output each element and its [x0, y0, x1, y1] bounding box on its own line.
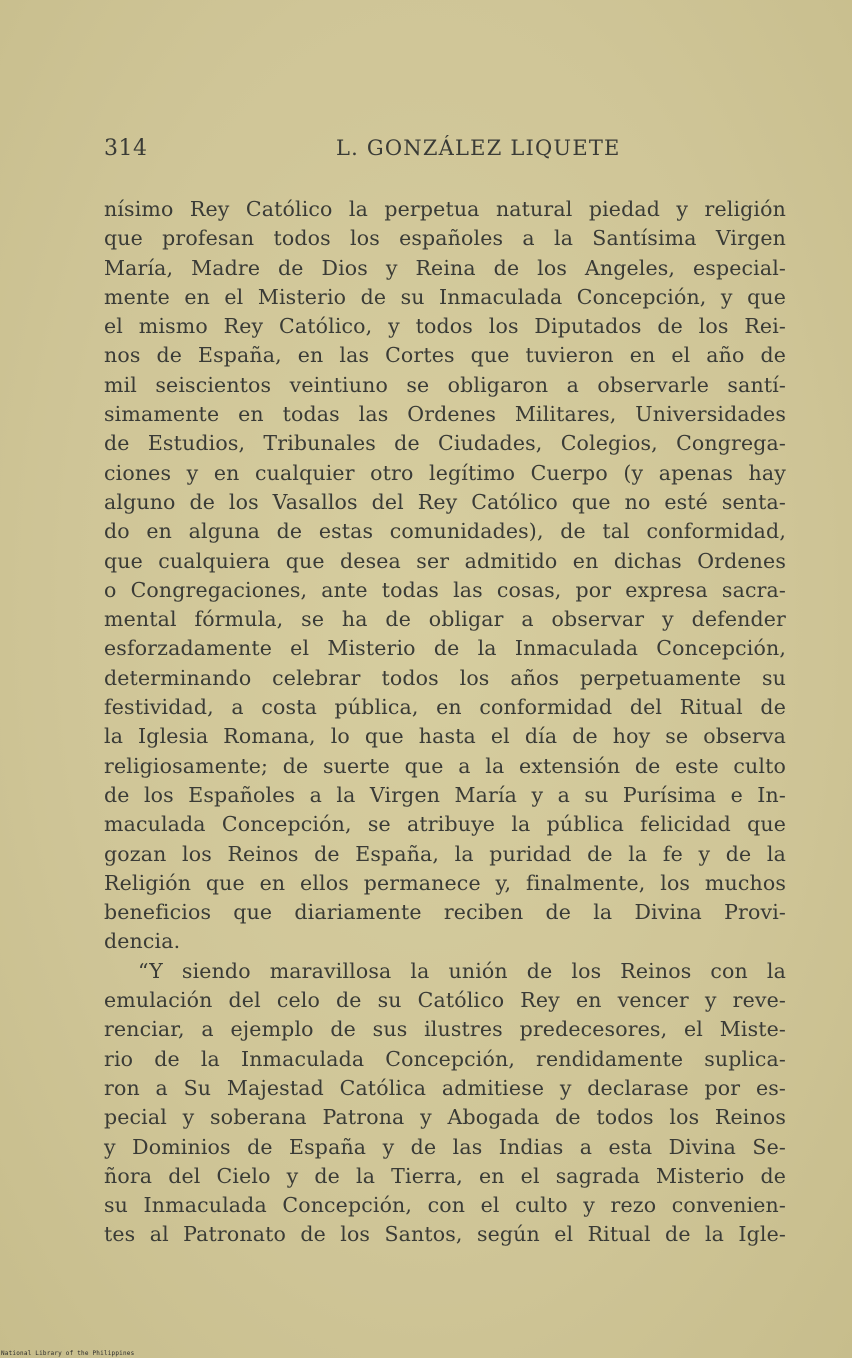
- paragraph-end-line: dencia.: [104, 929, 181, 954]
- text-line: beneficios que diariamente reciben de la Divina Provi-: [104, 900, 786, 925]
- text-line: esforzadamente el Misterio de la Inmaculada Concepción,: [104, 636, 786, 661]
- text-line: religiosamente; de suerte que a la extensión de este culto: [104, 753, 786, 778]
- text-line: la Iglesia Romana, lo que hasta el día de hoy se observa: [104, 724, 786, 749]
- text-line: mental fórmula, se ha de obligar a observar y defender: [104, 607, 786, 632]
- text-line: gozan los Reinos de España, la puridad de la fe y de la: [104, 841, 786, 866]
- text-line: de Estudios, Tribunales de Ciudades, Colegios, Congrega-: [104, 431, 786, 456]
- text-line: alguno de los Vasallos del Rey Católico que no esté senta-: [104, 489, 786, 514]
- text-line: do en alguna de estas comunidades), de tal conformidad,: [104, 519, 786, 544]
- text-line: ñora del Cielo y de la Tierra, en el sagrada Misterio de: [104, 1163, 786, 1188]
- text-line: simamente en todas las Ordenes Militares, Universidades: [104, 402, 786, 427]
- text-line: tes al Patronato de los Santos, según el Ritual de la Igle-: [104, 1222, 786, 1247]
- text-line: nos de España, en las Cortes que tuvieron en el año de: [104, 343, 786, 368]
- text-line: Religión que en ellos permanece y, finalmente, los muchos: [104, 870, 786, 895]
- text-line: festividad, a costa pública, en conformidad del Ritual de: [104, 695, 786, 720]
- page-number: 314: [104, 136, 148, 161]
- text-line: mente en el Misterio de su Inmaculada Concepción, y que: [104, 284, 786, 309]
- text-line: o Congregaciones, ante todas las cosas, por expresa sacra-: [104, 577, 786, 602]
- text-line: renciar, a ejemplo de sus ilustres predecesores, el Miste-: [104, 1017, 786, 1042]
- text-line: ciones y en cualquier otro legítimo Cuerpo (y apenas hay: [104, 460, 786, 485]
- body-text: [104, 195, 786, 1250]
- text-line: maculada Concepción, se atribuye la pública felicidad que: [104, 812, 786, 837]
- text-line: y Dominios de España y de las Indias a esta Divina Se-: [104, 1134, 786, 1159]
- text-line: nísimo Rey Católico la perpetua natural piedad y religión: [104, 197, 786, 221]
- page-header: [104, 136, 788, 166]
- text-line: que profesan todos los españoles a la Santísima Virgen: [104, 226, 786, 251]
- running-head: L. GONZÁLEZ LIQUETE: [336, 136, 621, 160]
- text-line: determinando celebrar todos los años perpetuamente su: [104, 665, 786, 690]
- text-line: ron a Su Majestad Católica admitiese y declarase por es-: [104, 1075, 786, 1100]
- text-line: María, Madre de Dios y Reina de los Angeles, especial-: [104, 255, 786, 280]
- library-credit: National Library of the Philippines: [1, 1350, 135, 1357]
- paragraph-start-line: “Y siendo maravillosa la unión de los Reinos con la: [138, 958, 786, 983]
- text-line: emulación del celo de su Católico Rey en vencer y reve-: [104, 988, 786, 1013]
- text-line: su Inmaculada Concepción, con el culto y rezo convenien-: [104, 1193, 786, 1218]
- text-line: de los Españoles a la Virgen María y a su Purísima e In-: [104, 782, 786, 807]
- text-line: rio de la Inmaculada Concepción, rendidamente suplica-: [104, 1046, 786, 1071]
- text-line: el mismo Rey Católico, y todos los Diputados de los Rei-: [104, 314, 786, 339]
- text-line: mil seiscientos veintiuno se obligaron a observarle santí-: [104, 372, 786, 397]
- text-line: pecial y soberana Patrona y Abogada de todos los Reinos: [104, 1105, 786, 1130]
- text-line: que cualquiera que desea ser admitido en dichas Ordenes: [104, 548, 786, 573]
